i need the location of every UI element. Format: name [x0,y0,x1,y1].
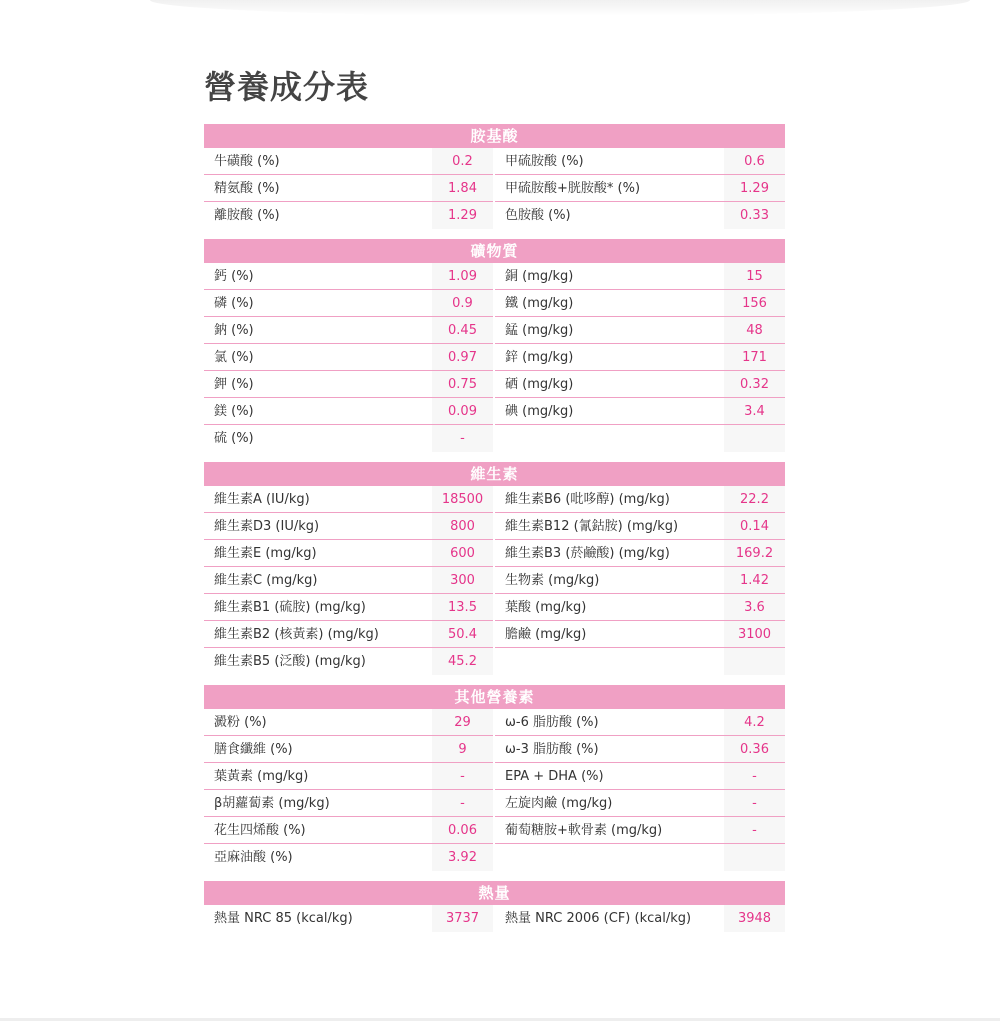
nutrition-table [204,124,785,932]
nutrient-value: 0.36 [724,736,785,763]
nutrient-name: 錳 (mg/kg) [495,317,724,344]
table-row [204,817,785,844]
nutrient-value: 800 [432,513,493,540]
nutrient-name: 維生素C (mg/kg) [204,567,432,594]
nutrient-value: 3737 [432,905,493,932]
nutrient-name: ω-6 脂肪酸 (%) [495,709,724,736]
nutrient-name: 生物素 (mg/kg) [495,567,724,594]
nutrient-value: 50.4 [432,621,493,648]
nutrient-value: 300 [432,567,493,594]
nutrient-name: 鈣 (%) [204,263,432,290]
nutrient-name [495,844,724,871]
table-row [204,148,785,175]
nutrient-name: 鎂 (%) [204,398,432,425]
nutrient-value: 0.2 [432,148,493,175]
nutrient-value: - [432,763,493,790]
nutrient-value: 0.9 [432,290,493,317]
nutrient-value: 0.32 [724,371,785,398]
nutrient-name: 銅 (mg/kg) [495,263,724,290]
section-gap [204,452,785,462]
nutrient-name: 左旋肉鹼 (mg/kg) [495,790,724,817]
nutrient-value [724,425,785,452]
table-row [204,621,785,648]
top-shadow [150,0,970,16]
nutrient-name: 葉酸 (mg/kg) [495,594,724,621]
nutrient-name: 維生素A (IU/kg) [204,486,432,513]
section-header: 礦物質 [204,239,785,263]
table-row [204,425,785,452]
table-row [204,709,785,736]
nutrient-name [495,648,724,675]
nutrient-name [495,425,724,452]
nutrient-value: 3.6 [724,594,785,621]
nutrient-value: 3.92 [432,844,493,871]
table-row [204,290,785,317]
section-header: 其他營養素 [204,685,785,709]
section-gap [204,871,785,881]
nutrient-name: 精氨酸 (%) [204,175,432,202]
table-row [204,513,785,540]
nutrient-name: 牛磺酸 (%) [204,148,432,175]
nutrient-name: 維生素B2 (核黃素) (mg/kg) [204,621,432,648]
nutrient-name: 維生素B5 (泛酸) (mg/kg) [214,654,366,669]
table-row [204,263,785,290]
nutrient-value: 45.2 [432,648,493,675]
nutrient-name: 色胺酸 (%) [505,208,571,223]
nutrient-value [724,648,785,675]
nutrient-value: 1.29 [432,202,493,229]
nutrient-value: 3100 [724,621,785,648]
nutrient-value: 0.33 [724,202,785,229]
table-row [204,486,785,513]
nutrient-value: - [724,817,785,844]
table-row [204,540,785,567]
nutrient-value: 1.42 [724,567,785,594]
nutrient-name: 膳食纖維 (%) [204,736,432,763]
nutrient-value: 0.6 [724,148,785,175]
table-row [204,648,785,675]
page-title: 營養成分表 [204,68,370,106]
table-row [204,371,785,398]
nutrient-value: 1.29 [724,175,785,202]
nutrient-value: 600 [432,540,493,567]
nutrient-name: 鈉 (%) [204,317,432,344]
nutrient-value: 3.4 [724,398,785,425]
nutrient-value: 22.2 [724,486,785,513]
nutrient-value: 169.2 [724,540,785,567]
nutrient-name: 花生四烯酸 (%) [204,817,432,844]
nutrient-value: 0.75 [432,371,493,398]
table-row [204,763,785,790]
nutrient-value: 1.09 [432,263,493,290]
section-header: 維生素 [204,462,785,486]
table-row [204,790,785,817]
section-gap [204,229,785,239]
nutrient-name: 維生素D3 (IU/kg) [204,513,432,540]
nutrient-name: 碘 (mg/kg) [495,398,724,425]
nutrient-value: 3948 [724,905,785,932]
nutrient-name: 葡萄糖胺+軟骨素 (mg/kg) [495,817,724,844]
nutrient-name: ω-3 脂肪酸 (%) [495,736,724,763]
nutrient-value: - [432,790,493,817]
nutrient-name: 維生素E (mg/kg) [204,540,432,567]
table-row [204,398,785,425]
nutrient-name: 硫 (%) [214,431,254,446]
table-row [204,844,785,871]
nutrient-name: 鐵 (mg/kg) [495,290,724,317]
nutrient-value: - [724,790,785,817]
table-row [204,344,785,371]
nutrient-value: 0.09 [432,398,493,425]
nutrient-name: 澱粉 (%) [204,709,432,736]
nutrient-name: 膽鹼 (mg/kg) [495,621,724,648]
nutrient-value: - [432,425,493,452]
nutrient-value: 4.2 [724,709,785,736]
section-header: 胺基酸 [204,124,785,148]
table-row [204,736,785,763]
nutrient-value: 0.14 [724,513,785,540]
nutrient-value: 29 [432,709,493,736]
nutrient-value: 13.5 [432,594,493,621]
nutrient-name: EPA + DHA (%) [495,763,724,790]
nutrient-value: 0.06 [432,817,493,844]
nutrient-name: 熱量 NRC 85 (kcal/kg) [214,911,353,926]
nutrient-name: 鉀 (%) [204,371,432,398]
nutrient-value: 0.45 [432,317,493,344]
table-row [204,202,785,229]
nutrient-value: 9 [432,736,493,763]
nutrient-name: 葉黃素 (mg/kg) [204,763,432,790]
nutrient-value: 0.97 [432,344,493,371]
nutrient-value: 1.84 [432,175,493,202]
nutrient-name: 維生素B6 (吡哆醇) (mg/kg) [495,486,724,513]
table-row [204,905,785,932]
table-row [204,594,785,621]
nutrient-name: 維生素B1 (硫胺) (mg/kg) [204,594,432,621]
nutrient-name: 甲硫胺酸+胱胺酸* (%) [495,175,724,202]
table-row [204,567,785,594]
table-row [204,317,785,344]
section-gap [204,675,785,685]
nutrient-name: 亞麻油酸 (%) [214,850,293,865]
nutrient-name: 維生素B12 (氰鈷胺) (mg/kg) [495,513,724,540]
nutrient-value: - [724,763,785,790]
table-row [204,175,785,202]
section-header: 熱量 [204,881,785,905]
nutrient-value: 48 [724,317,785,344]
nutrient-name: 甲硫胺酸 (%) [495,148,724,175]
nutrient-name: 離胺酸 (%) [214,208,280,223]
nutrient-name: 熱量 NRC 2006 (CF) (kcal/kg) [505,911,692,926]
nutrient-name: 鋅 (mg/kg) [495,344,724,371]
nutrient-value: 156 [724,290,785,317]
nutrient-name: 維生素B3 (菸鹼酸) (mg/kg) [495,540,724,567]
nutrient-name: 磷 (%) [204,290,432,317]
nutrient-name: β胡蘿蔔素 (mg/kg) [204,790,432,817]
nutrient-value: 15 [724,263,785,290]
nutrient-name: 氯 (%) [204,344,432,371]
nutrient-name: 硒 (mg/kg) [495,371,724,398]
nutrient-value: 171 [724,344,785,371]
nutrient-value: 18500 [432,486,493,513]
nutrient-value [724,844,785,871]
